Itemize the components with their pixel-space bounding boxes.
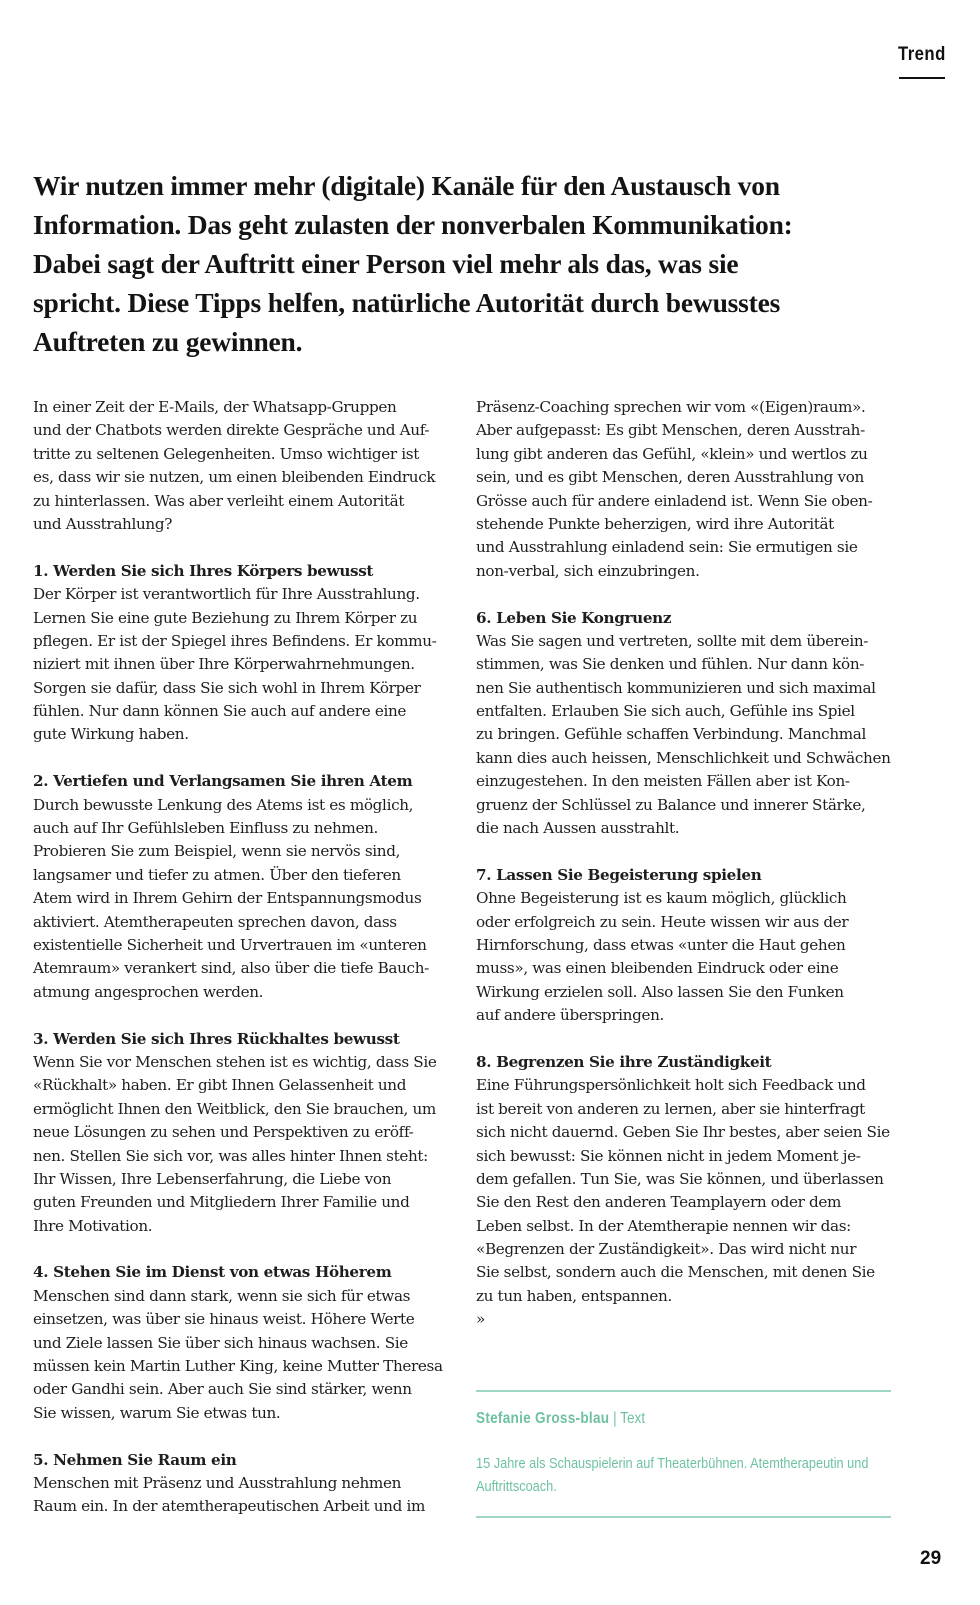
page-number: 29 [920, 1548, 942, 1569]
body-line: Ihr Wissen, Ihre Lebenserfahrung, die Liebe von [33, 1169, 392, 1188]
body-line: Eine Führungspersönlichkeit holt sich Feedback und [476, 1076, 866, 1095]
author-credit [476, 1410, 829, 1428]
body-line: Leben selbst. In der Atemtherapie nennen wir das: [476, 1216, 851, 1235]
body-line: Was Sie sagen und vertreten, sollte mit dem überein- [476, 631, 869, 650]
body-line: nen Sie authentisch kommunizieren und sich maximal [476, 678, 876, 697]
body-line: Ihre Motivation. [33, 1216, 153, 1235]
body-line: Sie selbst, sondern auch die Menschen, mit denen Sie [476, 1263, 875, 1282]
body-line: zu tun haben, entspannen. [476, 1286, 672, 1305]
tip-heading: 5. Nehmen Sie Raum ein [33, 1450, 237, 1469]
body-line: und Ausstrahlung einladend sein: Sie ermutigen sie [476, 538, 858, 557]
body-line: Sorgen sie dafür, dass Sie sich wohl in Ihrem Körper [33, 678, 421, 697]
tip-heading: 6. Leben Sie Kongruenz [476, 608, 672, 627]
body-line: «Begrenzen der Zuständigkeit». Das wird nicht nur [476, 1240, 857, 1259]
tip-heading: 1. Werden Sie sich Ihres Körpers bewusst [33, 561, 374, 580]
body-line: Atem wird in Ihrem Gehirn der Entspannungsmodus [33, 889, 422, 908]
body-line: muss», was einen bleibenden Eindruck oder eine [476, 959, 839, 978]
body-line: sich nicht dauernd. Geben Sie Ihr bestes, aber seien Sie [476, 1123, 890, 1142]
body-line: niziert mit ihnen über Ihre Körperwahrnehmungen. [33, 655, 415, 674]
body-line: «Rückhalt» haben. Er gibt Ihnen Gelassenheit und [33, 1076, 407, 1095]
lead-line: Auftreten zu gewinnen. [33, 326, 303, 357]
lead-line: spricht. Diese Tipps helfen, natürliche Autorität durch bewusstes [33, 287, 781, 318]
body-line: ist bereit von anderen zu lernen, aber sie hinterfragt [476, 1099, 865, 1118]
paragraph-gap [476, 583, 896, 606]
body-line: tritte zu seltenen Gelegenheiten. Umso wichtiger ist [33, 444, 419, 463]
body-line: gruenz der Schlüssel zu Balance und innerer Stärke, [476, 795, 866, 814]
body-line: atmung angesprochen werden. [33, 982, 264, 1001]
body-line: Der Körper ist verantwortlich für Ihre Ausstrahlung. [33, 585, 420, 604]
body-line: non-verbal, sich einzubringen. [476, 561, 700, 580]
body-line: dem gefallen. Tun Sie, was Sie können, und überlassen [476, 1169, 884, 1188]
body-line: oder erfolgreich zu sein. Heute wissen wir aus der [476, 912, 849, 931]
author-bio-line: 15 Jahre als Schauspielerin auf Theaterbühnen. Atemtherapeutin und [476, 1455, 869, 1472]
body-line: Durch bewusste Lenkung des Atems ist es möglich, [33, 795, 414, 814]
section-tag: Trend [898, 44, 946, 65]
body-line: Menschen sind dann stark, wenn sie sich für etwas [33, 1286, 411, 1305]
body-line: langsamer und tiefer zu atmen. Über den tieferen [33, 865, 401, 884]
right-column [476, 396, 896, 1332]
body-line: auf andere überspringen. [476, 1006, 664, 1025]
tip-heading: 2. Vertiefen und Verlangsamen Sie ihren Atem [33, 772, 413, 791]
body-line: es, dass wir sie nutzen, um einen bleibenden Eindruck [33, 468, 436, 487]
body-line: neue Lösungen zu sehen und Perspektiven zu eröff- [33, 1123, 414, 1142]
body-line: Hirnforschung, dass etwas «unter die Haut gehen [476, 935, 846, 954]
body-line: stimmen, was Sie denken und fühlen. Nur dann kön- [476, 655, 865, 674]
author-bio [476, 1452, 869, 1498]
body-line: existentielle Sicherheit und Urvertrauen im «unteren [33, 935, 427, 954]
paragraph-gap [33, 1425, 453, 1448]
body-line: lung gibt anderen das Gefühl, «klein» und wertlos zu [476, 444, 868, 463]
body-line: Präsenz-Coaching sprechen wir vom «(Eigen)raum». [476, 398, 866, 416]
body-line: entfalten. Erlauben Sie sich auch, Gefühle ins Spiel [476, 702, 855, 721]
body-line: einsetzen, was über sie hinaus weist. Höhere Werte [33, 1310, 415, 1329]
body-line: Lernen Sie eine gute Beziehung zu Ihrem Körper zu [33, 608, 418, 627]
body-line: fühlen. Nur dann können Sie auch auf andere eine [33, 702, 407, 721]
body-line: ermöglicht Ihnen den Weitblick, den Sie brauchen, um [33, 1099, 436, 1118]
paragraph-gap [33, 747, 453, 770]
body-line: Wenn Sie vor Menschen stehen ist es wichtig, dass Sie [33, 1052, 437, 1071]
body-line: Aber aufgepasst: Es gibt Menschen, deren Ausstrah- [476, 421, 865, 440]
body-line: In einer Zeit der E-Mails, der Whatsapp-Gruppen [33, 398, 397, 416]
section-tag-underline [899, 77, 945, 79]
tip-heading: 7. Lassen Sie Begeisterung spielen [476, 865, 762, 884]
body-line: oder Gandhi sein. Aber auch Sie sind stärker, wenn [33, 1380, 412, 1399]
paragraph-gap [33, 1004, 453, 1027]
body-line: zu bringen. Gefühle schaffen Verbindung. Manchmal [476, 725, 867, 744]
body-line: aktiviert. Atemtherapeuten sprechen davon, dass [33, 912, 397, 931]
body-line: auch auf Ihr Gefühlsleben Einfluss zu nehmen. [33, 819, 379, 838]
body-line: die nach Aussen ausstrahlt. [476, 819, 680, 838]
lead-line: Wir nutzen immer mehr (digitale) Kanäle für den Austausch von [33, 170, 780, 201]
body-line: guten Freunden und Mitgliedern Ihrer Familie und [33, 1193, 410, 1212]
body-line: Raum ein. In der atemtherapeutischen Arbeit und im [33, 1497, 425, 1516]
body-line: sein, und es gibt Menschen, deren Ausstrahlung von [476, 468, 864, 487]
body-line: und Ausstrahlung? [33, 514, 172, 533]
author-divider-top [476, 1390, 891, 1392]
body-line: gute Wirkung haben. [33, 725, 189, 744]
author-divider-bottom [476, 1516, 891, 1518]
body-line: Menschen mit Präsenz und Ausstrahlung nehmen [33, 1473, 402, 1492]
author-box [476, 1390, 891, 1498]
tip-heading: 3. Werden Sie sich Ihres Rückhaltes bewusst [33, 1029, 400, 1048]
tip-heading: 4. Stehen Sie im Dienst von etwas Höherem [33, 1263, 392, 1282]
body-line: Grösse auch für andere einladend ist. Wenn Sie oben- [476, 491, 873, 510]
end-mark: » [476, 1310, 485, 1329]
body-line: kann dies auch heissen, Menschlichkeit und Schwächen [476, 748, 891, 767]
paragraph-gap [33, 536, 453, 559]
author-bio-line: Auftrittscoach. [476, 1478, 557, 1495]
body-line: Atemraum» verankert sind, also über die tiefe Bauch- [33, 959, 429, 978]
lead-paragraph [33, 166, 913, 361]
lead-line: Information. Das geht zulasten der nonverbalen Kommunikation: [33, 209, 793, 240]
body-line: pflegen. Er ist der Spiegel ihres Befindens. Er kommu- [33, 631, 437, 650]
body-line: Sie den Rest den anderen Teamplayern oder dem [476, 1193, 842, 1212]
body-line: zu hinterlassen. Was aber verleiht einem Autorität [33, 491, 405, 510]
body-line: Wirkung erzielen soll. Also lassen Sie den Funken [476, 982, 844, 1001]
lead-line: Dabei sagt der Auftritt einer Person viel mehr als das, was sie [33, 248, 739, 279]
body-line: Ohne Begeisterung ist es kaum möglich, glücklich [476, 889, 847, 908]
paragraph-gap [476, 840, 896, 863]
body-line: Probieren Sie zum Beispiel, wenn sie nervös sind, [33, 842, 401, 861]
author-name: Stefanie Gross-blau [476, 1410, 610, 1427]
left-column [33, 396, 453, 1519]
body-line: Sie wissen, warum Sie etwas tun. [33, 1403, 281, 1422]
paragraph-gap [33, 1238, 453, 1261]
paragraph-gap [476, 1028, 896, 1051]
tip-heading: 8. Begrenzen Sie ihre Zuständigkeit [476, 1052, 772, 1071]
body-line: müssen kein Martin Luther King, keine Mutter Theresa [33, 1357, 443, 1376]
author-role: | Text [609, 1410, 646, 1427]
body-line: nen. Stellen Sie sich vor, was alles hinter Ihnen steht: [33, 1146, 428, 1165]
body-line: und Ziele lassen Sie über sich hinaus wachsen. Sie [33, 1333, 408, 1352]
body-line: und der Chatbots werden direkte Gespräche und Auf- [33, 421, 430, 440]
body-line: sich bewusst: Sie können nicht in jedem Moment je- [476, 1146, 861, 1165]
body-line: stehende Punkte beherzigen, wird ihre Autorität [476, 514, 834, 533]
body-line: einzugestehen. In den meisten Fällen aber ist Kon- [476, 772, 850, 791]
